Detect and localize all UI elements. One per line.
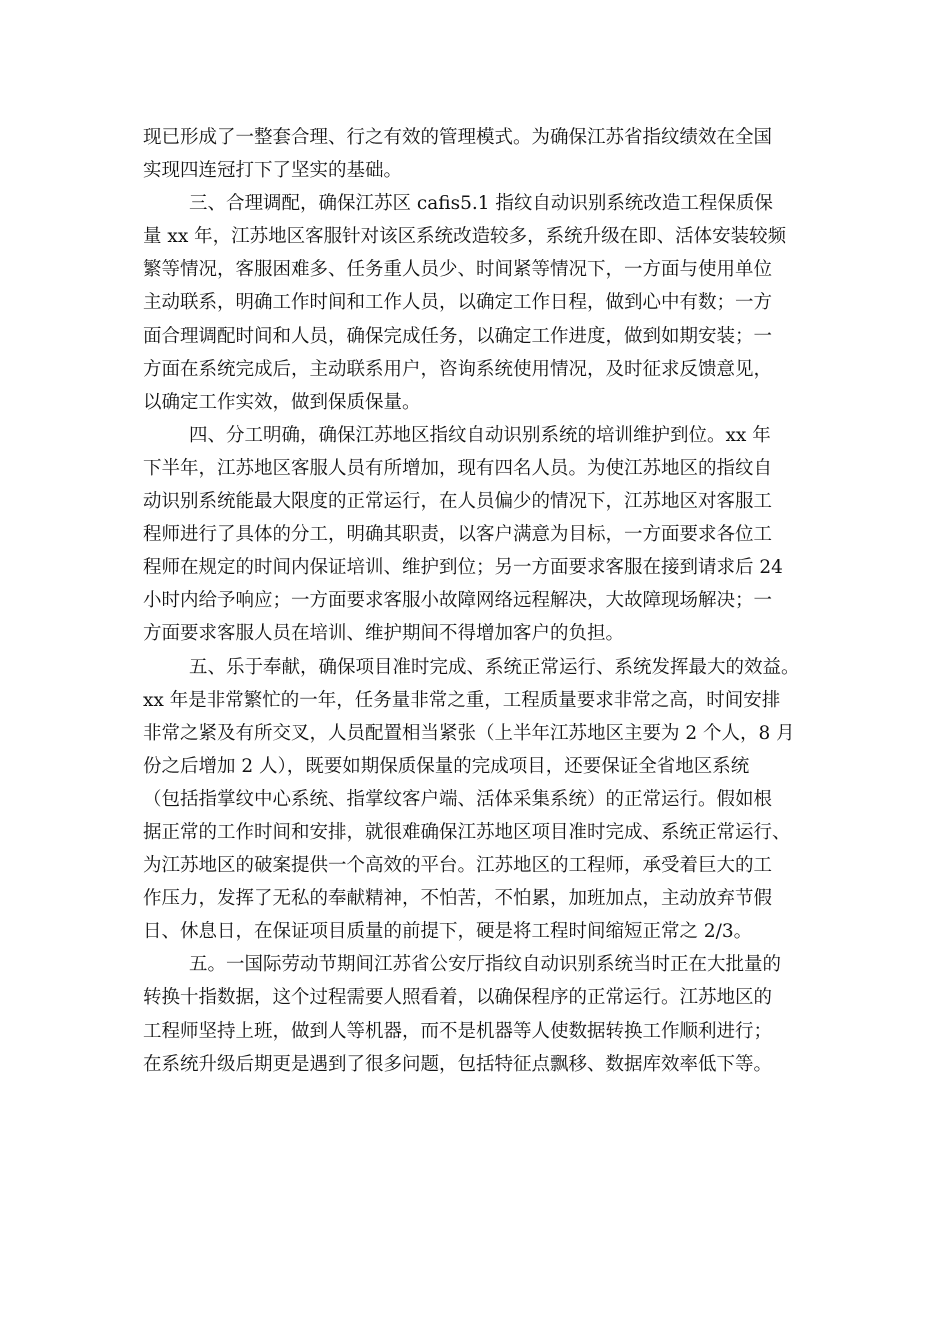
text-line: 转换十指数据，这个过程需要人照看着，以确保程序的正常运行。江苏地区的 [143, 987, 773, 1009]
text-line: 方面要求客服人员在培训、维护期间不得增加客户的负担。 [143, 623, 625, 645]
text-line: 五、乐于奉献，确保项目准时完成、系统正常运行、系统发挥最大的效益。 [189, 656, 800, 678]
text-line: 主动联系，明确工作时间和工作人员，以确定工作日程，做到心中有数；一方 [143, 292, 773, 314]
text-line: （包括指掌纹中心系统、指掌纹客户端、活体采集系统）的正常运行。假如根 [143, 788, 773, 810]
text-line: 程师在规定的时间内保证培训、维护到位；另一方面要求客服在接到请求后 24 [143, 557, 783, 579]
text-line: 作压力，发挥了无私的奉献精神，不怕苦，不怕累，加班加点，主动放弃节假 [143, 888, 773, 910]
document-body [143, 121, 811, 1081]
text-line: 四、分工明确，确保江苏地区指纹自动识别系统的培训维护到位。xx 年 [189, 424, 771, 446]
text-line: 份之后增加 2 人），既要如期保质保量的完成项目，还要保证全省地区系统 [143, 755, 750, 777]
text-line: 下半年，江苏地区客服人员有所增加，现有四名人员。为使江苏地区的指纹自 [143, 457, 773, 479]
text-line: 以确定工作实效，做到保质保量。 [143, 391, 421, 413]
text-line: 非常之紧及有所交叉，人员配置相当紧张（上半年江苏地区主要为 2 个人，8 月 [143, 722, 795, 744]
text-line: 繁等情况，客服困难多、任务重人员少、时间紧等情况下，一方面与使用单位 [143, 259, 773, 281]
text-line: 程师进行了具体的分工，明确其职责，以客户满意为目标，一方面要求各位工 [143, 524, 773, 546]
text-line: 面合理调配时间和人员，确保完成任务，以确定工作进度，做到如期安装；一 [143, 325, 773, 347]
text-line: 三、合理调配，确保江苏区 cafis5.1 指纹自动识别系统改造工程保质保 [189, 193, 773, 215]
text-line: 动识别系统能最大限度的正常运行，在人员偏少的情况下，江苏地区对客服工 [143, 491, 773, 513]
text-line: 量 xx 年，江苏地区客服针对该区系统改造较多，系统升级在即、活体安装较频 [143, 226, 787, 248]
text-line: 方面在系统完成后，主动联系用户，咨询系统使用情况，及时征求反馈意见， [143, 358, 773, 380]
text-line: 现已形成了一整套合理、行之有效的管理模式。为确保江苏省指纹绩效在全国 [143, 127, 773, 148]
text-line: 小时内给予响应；一方面要求客服小故障网络远程解决，大故障现场解决；一 [143, 590, 773, 612]
text-line: 据正常的工作时间和安排，就很难确保江苏地区项目准时完成、系统正常运行、 [143, 821, 791, 843]
text-line: xx 年是非常繁忙的一年，任务量非常之重，工程质量要求非常之高，时间安排 [143, 689, 781, 711]
text-line: 为江苏地区的破案提供一个高效的平台。江苏地区的工程师，承受着巨大的工 [143, 855, 773, 877]
text-line: 工程师坚持上班，做到人等机器，而不是机器等人使数据转换工作顺利进行； [143, 1020, 773, 1042]
text-line: 在系统升级后期更是遇到了很多问题，包括特征点飘移、数据库效率低下等。 [143, 1053, 773, 1075]
text-line: 日、休息日，在保证项目质量的前提下，硬是将工程时间缩短正常之 2/3。 [143, 921, 753, 943]
text-line: 五。一国际劳动节期间江苏省公安厅指纹自动识别系统当时正在大批量的 [189, 954, 782, 976]
text-line: 实现四连冠打下了坚实的基础。 [143, 160, 403, 182]
